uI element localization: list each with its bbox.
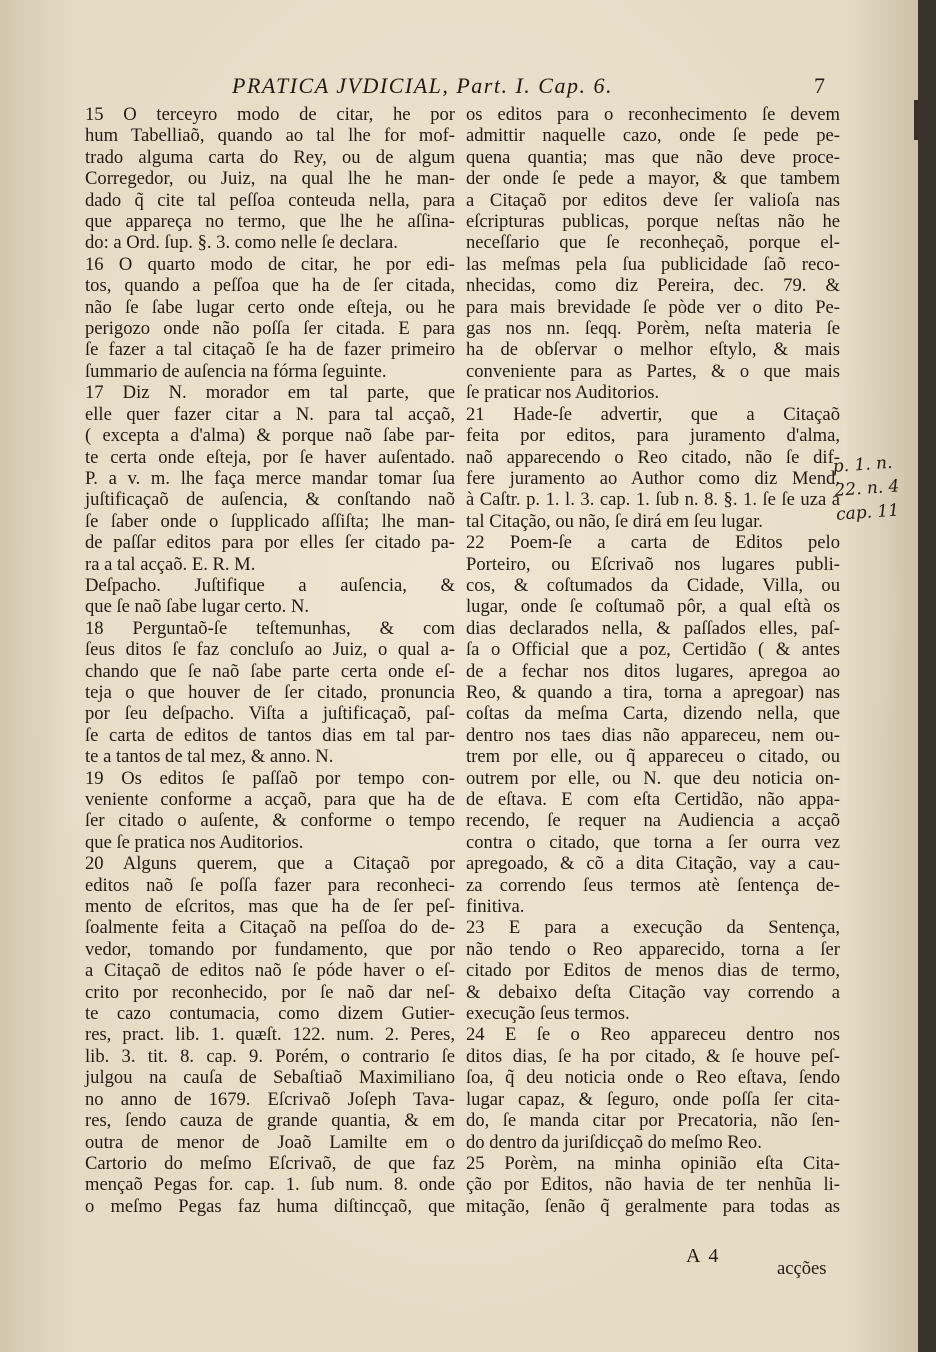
text-line: por ſeu deſpacho. Viſta a juſtificaçaõ, paſ-: [85, 703, 455, 725]
text-line: ra a tal acçaõ. E. R. M.: [85, 553, 256, 575]
text-line: veniente conforme a acçaõ, para que ha de: [85, 789, 455, 810]
text-line: ſe ſaber onde o ſupplicado aſſiſta; lhe man-: [85, 510, 455, 532]
text-line: mençaõ Pegas for. cap. 1. ſub num. 8. onde: [85, 1174, 455, 1196]
text-line: 23 E para a execução da Sentença,: [466, 917, 840, 939]
handwritten-margin-note: [832, 449, 927, 527]
text-line: do: a Ord. ſup. §. 3. como nelle ſe declara.: [85, 232, 398, 254]
text-line: fere juramento ao Author como diz Mend.: [466, 467, 840, 489]
text-line: dias declarados nella, & paſſados elles, paſ-: [466, 617, 840, 639]
text-line: Cartorio do meſmo Eſcrivaõ, de que faz: [85, 1152, 455, 1174]
text-line: recendo, ſe requer na Audiencia a acçaõ: [466, 810, 840, 832]
text-line: za correndo ſeus termos atè ſentença de-: [466, 874, 840, 896]
text-line: cos, & coſtumados da Cidade, Villa, ou: [466, 574, 840, 596]
text-line: 17 Diz N. morador em tal parte, que: [85, 382, 455, 404]
text-line: ſa o Official que a poz, Certidão ( & antes: [466, 639, 840, 661]
margin-note-line: 22. n. 4: [833, 476, 901, 501]
text-line: nhecidas, como diz Pereira, dec. 79. &: [466, 275, 840, 297]
text-line: lugar, onde ſe coſtumaõ pôr, a qual eſtà os: [466, 596, 840, 618]
text-line: do, ſe manda citar por Precatoria, não ſen-: [466, 1110, 840, 1132]
text-line: lib. 3. tit. 8. cap. 9. Porém, o contrario ſe: [85, 1045, 455, 1067]
page-number: 7: [814, 73, 827, 98]
text-line: não tendo o Reo apparecido, torna a ſer: [466, 938, 840, 960]
text-line: o meſmo Pegas faz huma diſtincçaõ, que: [85, 1195, 455, 1217]
right-column: [466, 104, 840, 1217]
text-line: 19 Os editos ſe paſſaõ por tempo con-: [85, 767, 455, 789]
text-line: 22 Poem-ſe a carta de Editos pelo: [466, 532, 840, 554]
text-line: a Citaçaõ por editos deve ſer valioſa nas: [466, 189, 840, 211]
text-line: de paſſar editos para por elles ſer citado pa-: [85, 532, 455, 554]
signature-mark: A 4: [686, 1245, 721, 1267]
text-line: tos, quando a peſſoa que ha de ſer citada,: [85, 275, 455, 297]
text-line: res, ſendo cauza de grande quantia, & em: [85, 1110, 455, 1132]
text-line: que appareça no termo, que lhe he aſſina-: [85, 211, 455, 233]
text-line: que ſe pratica nos Auditorios.: [85, 831, 304, 853]
text-line: dado q̃ cite tal peſſoa conteuda nella, para: [85, 189, 455, 211]
text-line: ção por Editos, não havia de ter nenhũa li-: [466, 1174, 840, 1196]
text-line: naõ apparecendo o Reo citado, não ſe dif-: [466, 446, 840, 468]
text-line: ſer citado o auſente, & conforme o tempo: [85, 810, 455, 832]
text-line: ditos dias, ſe ha por citado, & ſe houve peſ-: [466, 1045, 840, 1067]
text-line: 20 Alguns querem, que a Citaçaõ por: [85, 853, 455, 875]
text-line: outra de menor de Joaõ Lamilte em o: [85, 1131, 455, 1153]
text-line: quena quantia; mas que não deve proce-: [466, 146, 840, 168]
text-line: & debaixo deſta Citação vay correndo a: [466, 981, 840, 1003]
running-header: [232, 72, 832, 100]
text-line: 24 E ſe o Reo appareceu dentro nos: [466, 1024, 840, 1046]
text-line: dentro nos taes dias não appareceu, nem ou-: [466, 724, 840, 746]
text-line: ſoa, q̃ deu noticia onde o Reo eſtava, ſendo: [466, 1067, 840, 1089]
text-line: Deſpacho. Juſtifique a auſencia, &: [85, 574, 455, 596]
text-line: ſe carta de editos de tantos dias em tal par-: [85, 724, 455, 746]
text-line: las meſmas pela ſua publicidade ſaõ reco-: [466, 253, 840, 275]
text-line: te cazo contumacia, como dizem Gutier-: [85, 1003, 455, 1025]
text-line: outrem por elle, ou N. que deu noticia on-: [466, 767, 840, 789]
text-line: ( excepta a d'alma) & porque naõ ſabe par-: [85, 425, 455, 447]
text-line: crito por reconhecido, por ſe naõ dar neſ-: [85, 981, 455, 1003]
text-line: finitiva.: [466, 896, 525, 918]
text-line: elle quer fazer citar a N. para tal acçaõ,: [85, 403, 455, 425]
text-line: Reo, & quando a tira, torna a apregoar) nas: [466, 681, 840, 703]
book-edge: [918, 0, 936, 1352]
text-line: ha de obſervar o melhor eſtylo, & mais: [466, 339, 840, 361]
text-line: de a fechar nos ditos lugares, apregoa ao: [466, 660, 840, 682]
text-line: admittir naquelle cazo, onde ſe pede pe-: [466, 125, 840, 147]
text-line: chando que ſe naõ ſabe parte certa onde eſ-: [85, 660, 455, 682]
text-line: apregoado, & cõ a dita Citação, vay a cau-: [466, 853, 840, 875]
text-line: coſtas da meſma Carta, dizendo nella, que: [466, 703, 840, 725]
text-line: a Citaçaõ de editos naõ ſe póde haver o eſ-: [85, 960, 455, 982]
text-line: 15 O terceyro modo de citar, he por: [85, 104, 455, 125]
text-line: Corregedor, ou Juiz, na qual lhe he man-: [85, 168, 455, 190]
margin-note-line: p. 1. n.: [832, 452, 894, 477]
text-line: não ſe ſabe lugar certo onde eſteja, ou he: [85, 296, 455, 318]
text-line: 16 O quarto modo de citar, he por edi-: [85, 253, 455, 275]
text-line: à Caſtr. p. 1. l. 3. cap. 1. ſub n. 8. §. 1. ſe ſe uza a: [466, 489, 840, 511]
text-line: P. a v. m. lhe faça merce mandar tomar ſua: [85, 467, 455, 489]
text-line: citado por Editos de menos dias de termo,: [466, 960, 840, 982]
text-line: no anno de 1679. Eſcrivaõ Joſeph Tava-: [85, 1088, 455, 1110]
text-line: eſcripturas publicas, porque neſtas não he: [466, 211, 840, 233]
text-line: juſtificaçaõ de auſencia, & conſtando naõ: [85, 489, 455, 511]
text-line: Porteiro, ou Eſcrivaõ nos lugares publi-: [466, 553, 840, 575]
text-line: que ſe naõ ſabe lugar certo. N.: [85, 596, 310, 618]
text-line: contra o citado, que torna a ſer ourra vez: [466, 831, 840, 853]
margin-note-line: cap. 11: [835, 500, 900, 525]
text-line: execução ſeus termos.: [466, 1003, 630, 1025]
text-line: lugar capaz, & ſeguro, onde poſſa ſer cita-: [466, 1088, 840, 1110]
text-line: 18 Perguntaõ-ſe teſtemunhas, & com: [85, 617, 455, 639]
text-line: vedor, tomando por fundamento, que por: [85, 938, 455, 960]
text-line: 25 Porèm, na minha opinião eſta Cita-: [466, 1152, 840, 1174]
text-line: julgou na cauſa de Sebaſtiaõ Maximiliano: [85, 1067, 455, 1089]
text-line: neceſſario que ſe reconheçaõ, porque el-: [466, 232, 840, 254]
text-line: feita por editos, para juramento d'alma,: [466, 425, 840, 447]
text-line: ſeus ditos ſe faz concluſo ao Juiz, o qual a-: [85, 639, 455, 661]
text-line: ſe fazer a tal citaçaõ ſe ha de fazer primeiro: [85, 339, 455, 361]
text-line: 21 Hade-ſe advertir, que a Citaçaõ: [466, 403, 840, 425]
text-line: der onde ſe pede a mayor, & que tambem: [466, 168, 840, 190]
text-line: conveniente para as Partes, & o que mais: [466, 360, 840, 382]
text-line: teja o que houver de ſer citado, pronuncia: [85, 681, 455, 703]
text-line: ſoalmente feita a Citaçaõ na peſſoa do de-: [85, 917, 455, 939]
text-line: perigozo onde não poſſa ſer citada. E para: [85, 318, 455, 340]
text-line: hum Tabelliaõ, quando ao tal lhe for mof-: [85, 125, 455, 147]
text-line: tal Citação, ou não, ſe dirá em ſeu lugar.: [466, 510, 763, 532]
text-line: trado alguma carta do Rey, ou de algum: [85, 146, 455, 168]
text-line: ſe praticar nos Auditorios.: [466, 382, 660, 404]
text-line: os editos para o reconhecimento ſe devem: [466, 104, 840, 125]
text-line: mitação, ſenão q̃ geralmente para todas as: [466, 1195, 840, 1217]
left-column: [85, 104, 455, 1217]
text-line: te certa onde eſteja, por ſe haver auſentado.: [85, 446, 455, 468]
running-title: PRATICA JVDICIAL, Part. I. Cap. 6.: [232, 73, 613, 98]
catchword: acções: [777, 1258, 827, 1279]
text-line: trem por elle, ou q̃ appareceu o citado, ou: [466, 746, 840, 768]
text-line: res, pract. lib. 1. quæſt. 122. num. 2. Peres,: [85, 1024, 455, 1046]
text-line: editos naõ ſe poſſa fazer para reconheci-: [85, 874, 455, 896]
text-line: te a tantos de tal mez, & anno. N.: [85, 746, 334, 768]
text-line: de eſtava. E com eſta Certidão, não appa-: [466, 789, 840, 810]
text-line: mento de eſcritos, mas que ha de ſer peſ-: [85, 896, 455, 918]
text-line: gas nos nn. ſeqq. Porèm, neſta materia ſe: [466, 318, 840, 340]
margin-mark: [914, 100, 918, 140]
text-line: ſummario de auſencia na fórma ſeguinte.: [85, 360, 387, 382]
text-line: do dentro da juriſdicçaõ do meſmo Reo.: [466, 1131, 762, 1153]
text-line: para mais brevidade ſe pòde ver o dito Pe-: [466, 296, 840, 318]
